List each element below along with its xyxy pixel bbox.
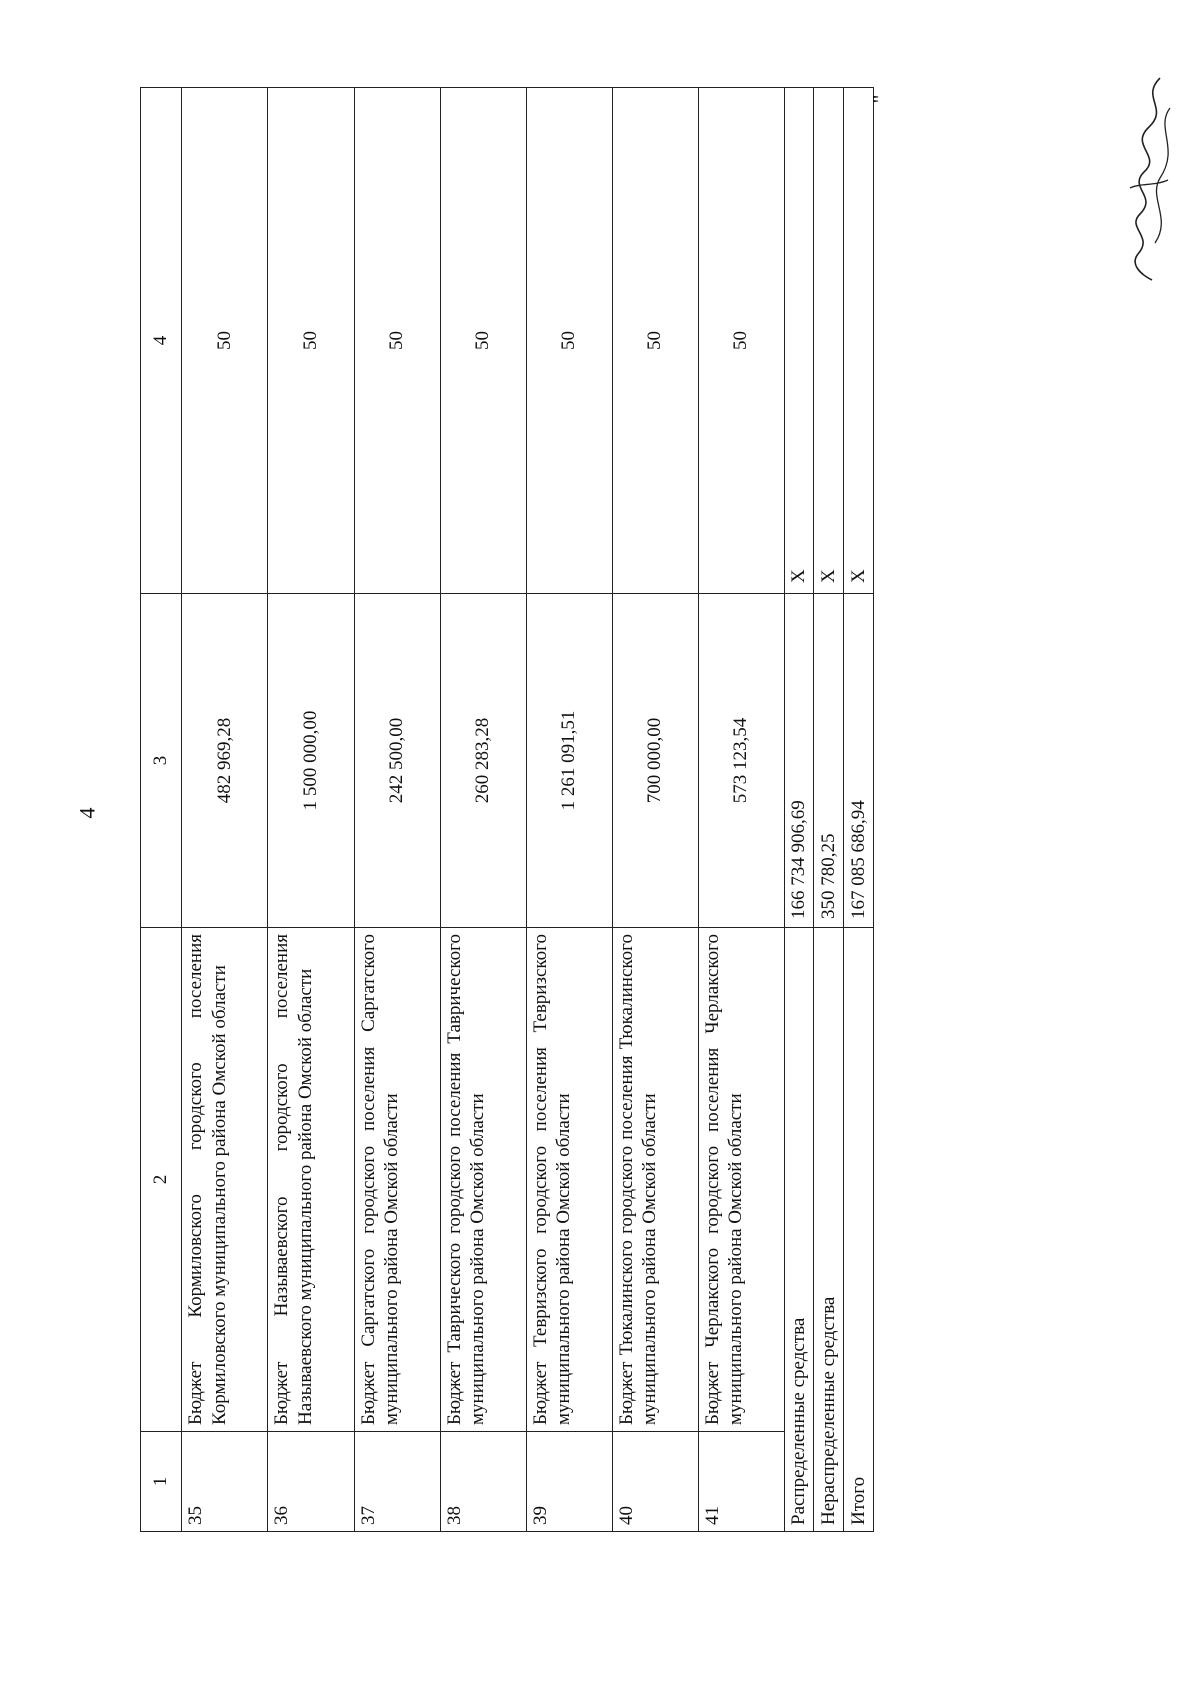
handwritten-signature [1100, 68, 1190, 288]
budget-name: Бюджет Черлакского городского поселения Черлакского муниципального района Омской области [698, 928, 784, 1432]
page-number: 4 [74, 807, 100, 819]
summary-row-total [844, 88, 874, 1532]
amount-cell: 482 969,28 [182, 594, 268, 928]
header-cell: 4 [141, 88, 182, 594]
table-row [440, 88, 526, 1532]
percent-cell: 50 [182, 88, 268, 594]
row-number: 39 [526, 1432, 612, 1532]
amount-cell: 1 261 091,51 [526, 594, 612, 928]
amount-cell: 242 500,00 [354, 594, 440, 928]
summary-mark: Х [784, 88, 814, 594]
budget-name: Бюджет Саргатского городского поселения Саргатского муниципального района Омской области [354, 928, 440, 1432]
row-number: 35 [182, 1432, 268, 1532]
percent-cell: 50 [698, 88, 784, 594]
summary-amount: 167 085 686,94 [844, 594, 874, 928]
table-row [182, 88, 268, 1532]
summary-row-distributed [784, 88, 814, 1532]
percent-cell: 50 [612, 88, 698, 594]
header-cell: 1 [141, 1432, 182, 1532]
amount-cell: 260 283,28 [440, 594, 526, 928]
summary-label: Нераспределенные средства [814, 928, 844, 1532]
summary-row-undistributed [814, 88, 844, 1532]
percent-cell: 50 [526, 88, 612, 594]
summary-label: Итого [844, 928, 874, 1532]
table-header-row [141, 88, 182, 1532]
rotated-table-wrapper [140, 88, 874, 1532]
row-number: 38 [440, 1432, 526, 1532]
row-number: 37 [354, 1432, 440, 1532]
table-row [354, 88, 440, 1532]
percent-cell: 50 [440, 88, 526, 594]
amount-cell: 573 123,54 [698, 594, 784, 928]
summary-amount: 166 734 906,69 [784, 594, 814, 928]
budget-name: Бюджет Тюкалинского городского поселения Тюкалинского муниципального района Омской области [612, 928, 698, 1432]
table-row [698, 88, 784, 1532]
budget-name: Бюджет Называевского городского поселения Называевского муниципального района Омской области [268, 928, 354, 1432]
summary-mark: Х [814, 88, 844, 594]
table-row [526, 88, 612, 1532]
amount-cell: 1 500 000,00 [268, 594, 354, 928]
closing-quote: " [867, 94, 893, 104]
table-row [612, 88, 698, 1532]
budget-name: Бюджет Таврического городского поселения Таврического муниципального района Омской области [440, 928, 526, 1432]
header-cell: 3 [141, 594, 182, 928]
budget-name: Бюджет Кормиловского городского поселения Кормиловского муниципального района Омской области [182, 928, 268, 1432]
allocation-table [140, 87, 874, 1532]
percent-cell: 50 [354, 88, 440, 594]
row-number: 36 [268, 1432, 354, 1532]
percent-cell: 50 [268, 88, 354, 594]
summary-amount: 350 780,25 [814, 594, 844, 928]
table-row [268, 88, 354, 1532]
budget-name: Бюджет Тевризского городского поселения Тевризского муниципального района Омской области [526, 928, 612, 1432]
summary-mark: Х [844, 88, 874, 594]
summary-label: Распределенные средства [784, 928, 814, 1532]
row-number: 41 [698, 1432, 784, 1532]
header-cell: 2 [141, 928, 182, 1432]
row-number: 40 [612, 1432, 698, 1532]
amount-cell: 700 000,00 [612, 594, 698, 928]
